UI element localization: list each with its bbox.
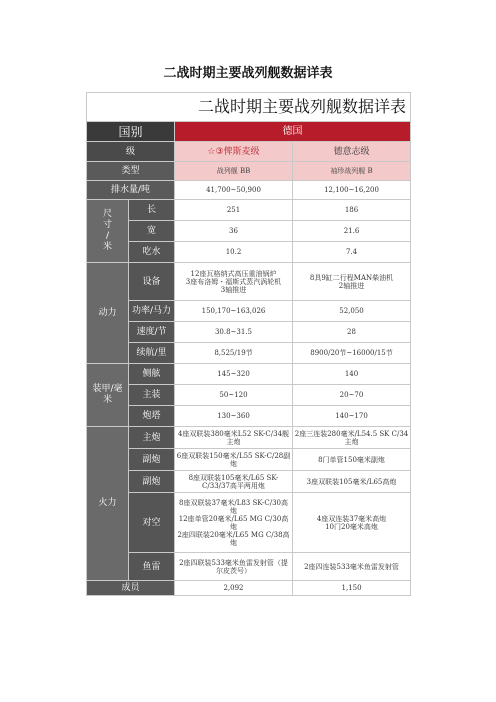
draft-label: 吃水 [129, 242, 175, 263]
country-label: 国别 [87, 122, 175, 142]
width-label: 宽 [129, 221, 175, 242]
dual-purpose-gun-b: 3座双联装105毫米/L65高炮 [293, 471, 411, 493]
deck-label: 主装 [129, 385, 175, 406]
speed-label: 速度/节 [129, 322, 175, 343]
torpedo-label: 鱼雷 [129, 553, 175, 581]
displacement-label: 排水量/吨 [87, 181, 175, 200]
hp-b: 52,050 [293, 301, 411, 322]
displacement-b: 12,100~16,200 [293, 181, 411, 200]
width-b: 21.6 [293, 221, 411, 242]
type-label: 类型 [87, 162, 175, 181]
main-gun-b: 2座三连装280毫米/L54.5 SK C/34主炮 [293, 427, 411, 449]
hp-label: 功率/马力 [129, 301, 175, 322]
secondary-gun-label: 副炮 [129, 449, 175, 471]
side-b: 140 [293, 364, 411, 385]
secondary-gun-b: 8门单管150毫米副炮 [293, 449, 411, 471]
torpedo-a: 2座四联装533毫米鱼雷发射管（提尔皮茨号） [175, 553, 293, 581]
length-b: 186 [293, 200, 411, 221]
side-label: 侧舷 [129, 364, 175, 385]
range-a: 8,525/19节 [175, 343, 293, 364]
turret-b: 140~170 [293, 406, 411, 427]
turret-label: 炮塔 [129, 406, 175, 427]
crew-b: 1,150 [293, 581, 411, 596]
displacement-a: 41,700~50,900 [175, 181, 293, 200]
type-b: 袖珍战列舰 B [293, 162, 411, 181]
equip-label: 设备 [129, 263, 175, 301]
crew-label: 成员 [87, 581, 175, 596]
class-a: ☆③俾斯麦级 [175, 142, 293, 162]
power-group-label: 动力 [87, 263, 129, 364]
draft-b: 7.4 [293, 242, 411, 263]
range-b: 8900/20节~16000/15节 [293, 343, 411, 364]
draft-a: 10.2 [175, 242, 293, 263]
size-group-label: 尺 寸 / 米 [87, 200, 129, 263]
secondary-gun-a: 6座双联装150毫米/L55 SK-C/28副炮 [175, 449, 293, 471]
length-label: 长 [129, 200, 175, 221]
class-label: 级 [87, 142, 175, 162]
anti-air-a: 8座双联装37毫米/L83 SK-C/30高炮 12座单管20毫米/L65 MG C/30高炮 2座四联装20毫米/L65 MG C/38高炮 [175, 493, 293, 553]
equip-b: 8具9缸二行程MAN柴油机 2轴推进 [293, 263, 411, 301]
armor-group-label: 装甲/毫 米 [87, 364, 129, 427]
hp-a: 150,170~163,026 [175, 301, 293, 322]
dual-purpose-gun-label: 副炮 [129, 471, 175, 493]
turret-a: 130~360 [175, 406, 293, 427]
battleship-table [86, 92, 410, 596]
deck-b: 20~70 [293, 385, 411, 406]
anti-air-label: 对空 [129, 493, 175, 553]
speed-b: 28 [293, 322, 411, 343]
deck-a: 50~120 [175, 385, 293, 406]
table-banner: 二战时期主要战列舰数据详表 [87, 93, 411, 122]
length-a: 251 [175, 200, 293, 221]
main-gun-a: 4座双联装380毫米L52 SK-C/34舰主炮 [175, 427, 293, 449]
class-b: 德意志级 [293, 142, 411, 162]
country-value: 德国 [175, 122, 411, 142]
anti-air-b: 4座双连装37毫米高炮 10门20毫米高炮 [293, 493, 411, 553]
side-a: 145~320 [175, 364, 293, 385]
crew-a: 2,092 [175, 581, 293, 596]
speed-a: 30.8~31.5 [175, 322, 293, 343]
document-title: 二战时期主要战列舰数据详表 [163, 66, 333, 81]
width-a: 36 [175, 221, 293, 242]
range-label: 续航/里 [129, 343, 175, 364]
type-a: 战列舰 BB [175, 162, 293, 181]
equip-a: 12座瓦格纳式高压重油锅炉 3座布洛姆・福斯式蒸汽涡轮机 3轴推进 [175, 263, 293, 301]
fire-group-label: 火力 [87, 427, 129, 581]
torpedo-b: 2座四连装533毫米鱼雷发射管 [293, 553, 411, 581]
dual-purpose-gun-a: 8座双联装105毫米/L65 SK-C/33/37高平两用炮 [175, 471, 293, 493]
main-gun-label: 主炮 [129, 427, 175, 449]
